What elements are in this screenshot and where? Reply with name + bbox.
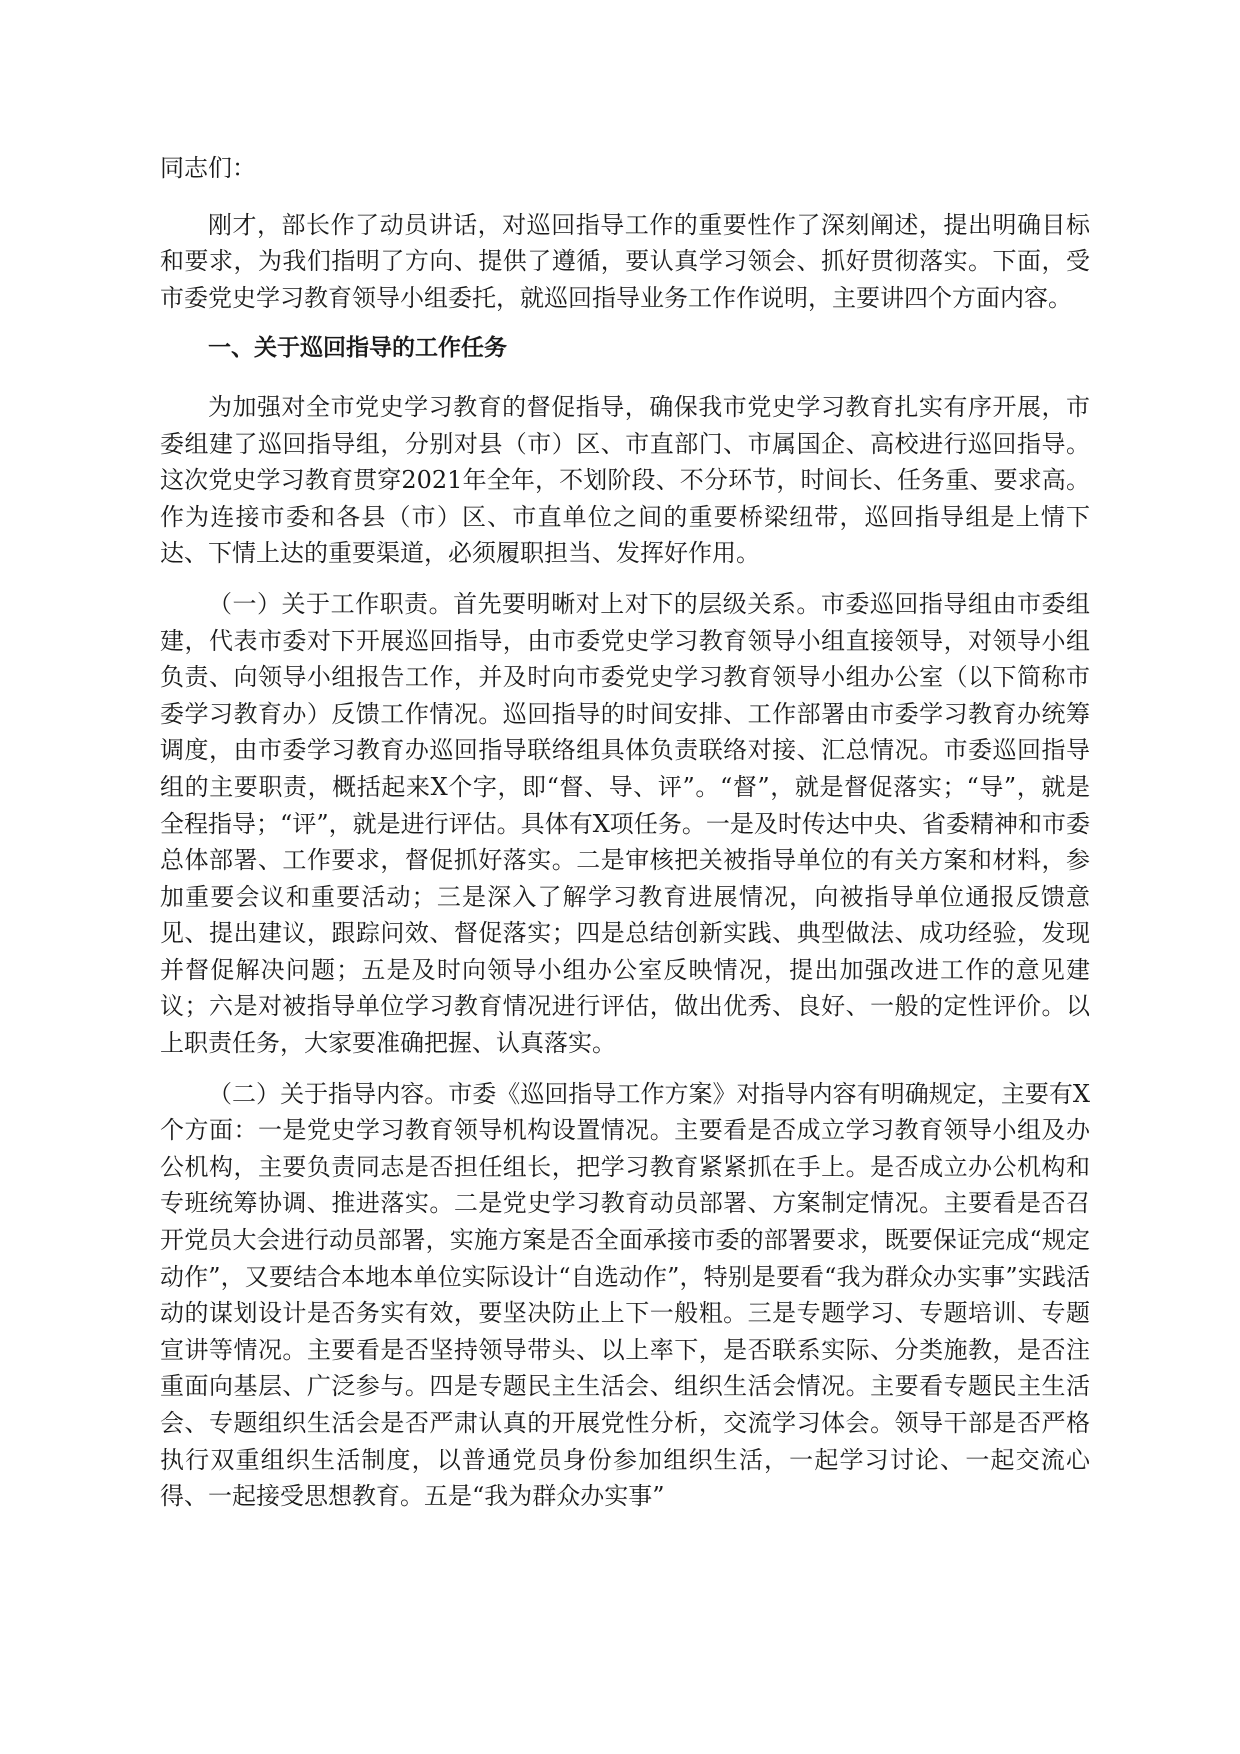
section-paragraph: 为加强对全市党史学习教育的督促指导，确保我市党史学习教育扎实有序开展，市委组建了巡回指导组，分别对县（市）区、市直部门、市属国企、高校进行巡回指导。这次党史学习教育贯穿2021年全年，不划阶段、不分环节，时间长、任务重、要求高。作为连接市委和各县（市）区、市直单位之间的重要桥梁纽带，巡回指导组是上情下达、下情上达的重要渠道，必须履职担当、发挥好作用。 [160,392,1090,568]
section-heading: 一、关于巡回指导的工作任务 [208,335,507,362]
intro-paragraph: 刚才，部长作了动员讲话，对巡回指导工作的重要性作了深刻阐述，提出明确目标和要求，为我们指明了方向、提供了遵循，要认真学习领会、抓好贯彻落实。下面，受市委党史学习教育领导小组委托，就巡回指导业务工作作说明，主要讲四个方面内容。 [160,210,1090,312]
duties-paragraph: （一）关于工作职责。首先要明晰对上对下的层级关系。市委巡回指导组由市委组建，代表市委对下开展巡回指导，由市委党史学习教育领导小组直接领导，对领导小组负责、向领导小组报告工作，并及时向市委党史学习教育领导小组办公室（以下简称市委学习教育办）反馈工作情况。巡回指导的时间安排、工作部署由市委学习教育办统筹调度，由市委学习教育办巡回指导联络组具体负责联络对接、汇总情况。市委巡回指导组的主要职责，概括起来X个字，即“督、导、评”。“督”，就是督促落实；“导”，就是全程指导；“评”，就是进行评估。具体有X项任务。一是及时传达中央、省委精神和市委总体部署、工作要求，督促抓好落实。二是审核把关被指导单位的有关方案和材料，参加重要会议和重要活动；三是深入了解学习教育进展情况，向被指导单位通报反馈意见、提出建议，跟踪问效、督促落实；四是总结创新实践、典型做法、成功经验，发现并督促解决问题；五是及时向领导小组办公室反映情况，提出加强改进工作的意见建议；六是对被指导单位学习教育情况进行评估，做出优秀、良好、一般的定性评价。以上职责任务，大家要准确把握、认真落实。 [160,589,1090,1058]
salutation: 同志们： [160,154,256,182]
guidance-content-paragraph: （二）关于指导内容。市委《巡回指导工作方案》对指导内容有明确规定，主要有X个方面：一是党史学习教育领导机构设置情况。主要看是否成立学习教育领导小组及办公机构，主要负责同志是否担任组长，把学习教育紧紧抓在手上。是否成立办公机构和专班统筹协调、推进落实。二是党史学习教育动员部署、方案制定情况。主要看是否召开党员大会进行动员部署，实施方案是否全面承接市委的部署要求，既要保证完成“规定动作”，又要结合本地本单位实际设计“自选动作”，特别是要看“我为群众办实事”实践活动的谋划设计是否务实有效，要坚决防止上下一般粗。三是专题学习、专题培训、专题宣讲等情况。主要看是否坚持领导带头、以上率下，是否联系实际、分类施教，是否注重面向基层、广泛参与。四是专题民主生活会、组织生活会情况。主要看专题民主生活会、专题组织生活会是否严肃认真的开展党性分析，交流学习体会。领导干部是否严格执行双重组织生活制度，以普通党员身份参加组织生活，一起学习讨论、一起交流心得、一起接受思想教育。五是“我为群众办实事” [160,1079,1090,1511]
document-body [160,150,1090,1529]
